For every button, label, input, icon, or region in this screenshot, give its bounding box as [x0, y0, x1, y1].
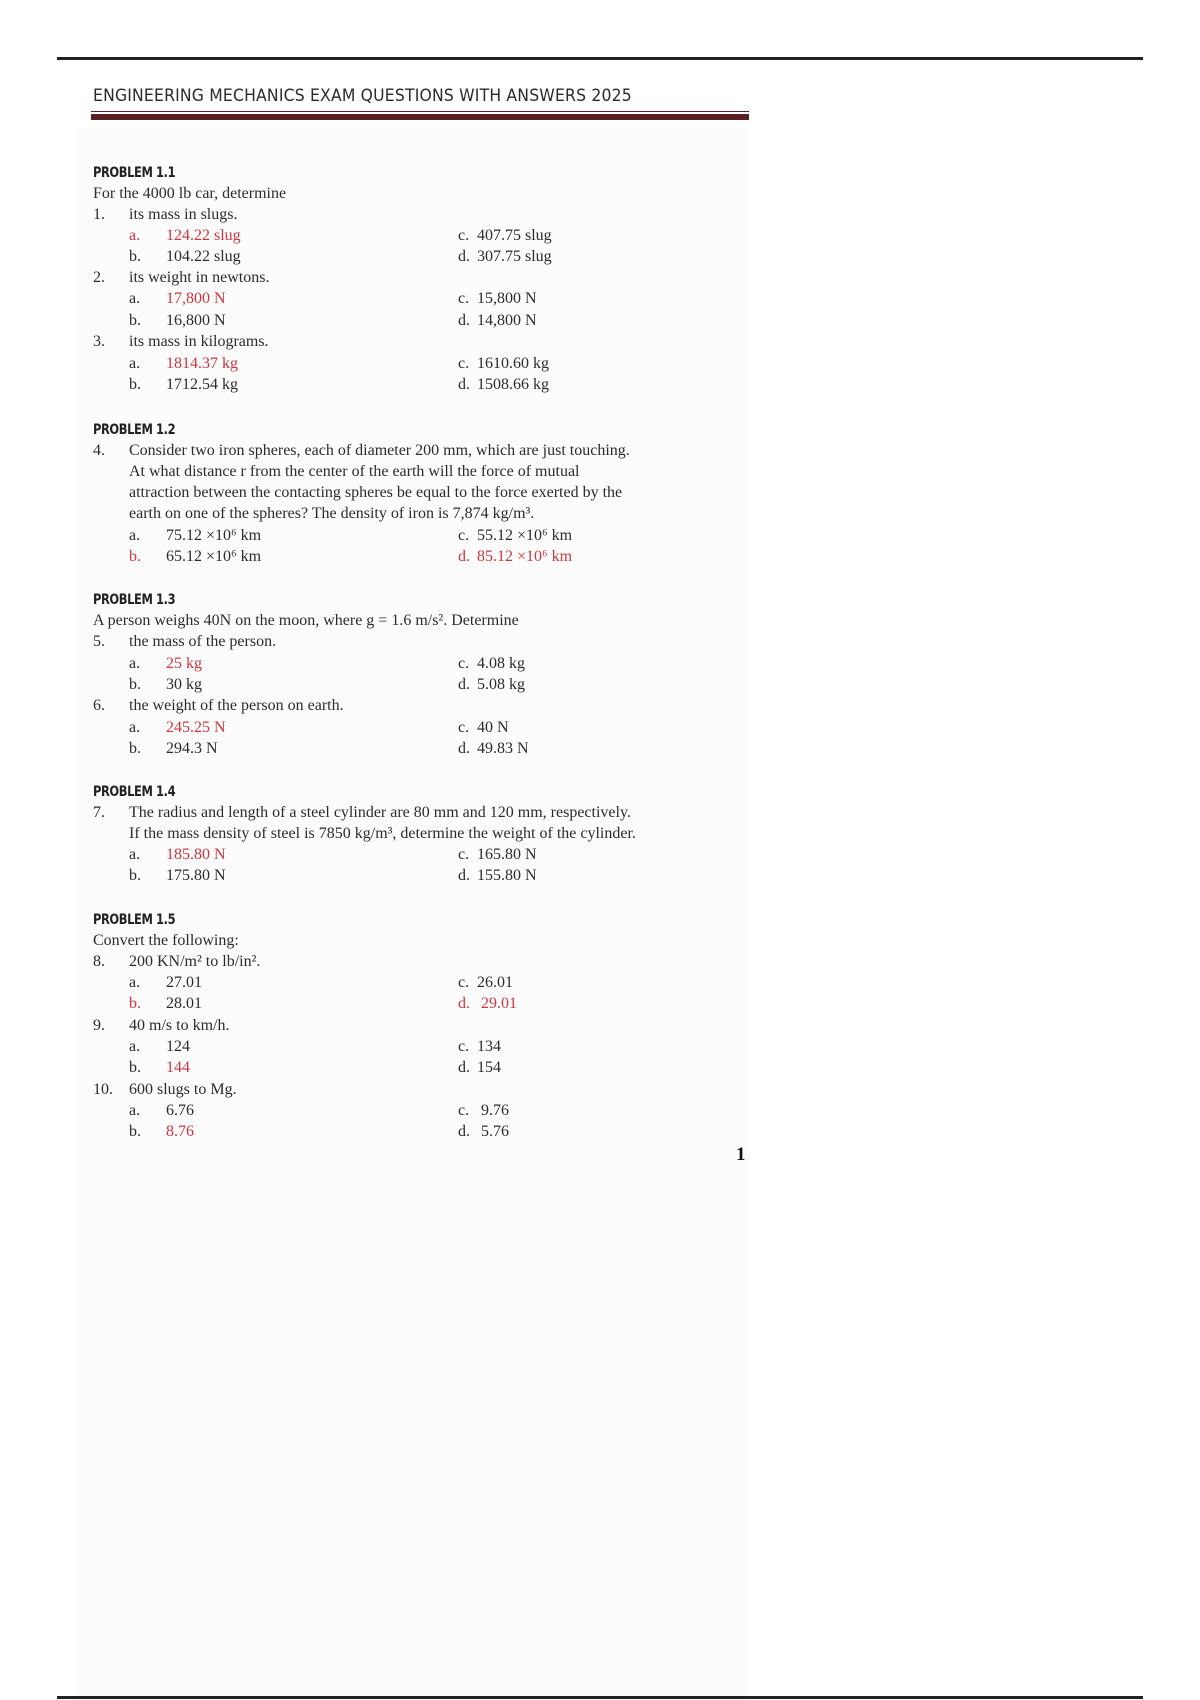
option-d: 307.75 slug: [477, 248, 552, 265]
option-a-label: a.: [129, 655, 141, 672]
option-d: 14,800 N: [477, 312, 537, 329]
problem-title: PROBLEM 1.1: [93, 165, 176, 181]
option-a-label: a.: [129, 1102, 141, 1119]
option-d-label: d.: [458, 376, 470, 393]
option-d-label: d.: [458, 1123, 470, 1140]
option-b-label: b.: [129, 1123, 141, 1140]
option-a-label: a.: [129, 355, 141, 372]
question-number: 4.: [93, 442, 105, 459]
option-d-answer: 85.12 ×10⁶ km: [477, 548, 573, 565]
question-text: 200 KN/m² to lb/in².: [129, 953, 261, 970]
option-c: 165.80 N: [477, 846, 537, 863]
question-number: 3.: [93, 333, 105, 350]
option-b-label: b.: [129, 376, 141, 393]
option-c-label: c.: [458, 227, 470, 244]
option-a-label: a.: [129, 974, 141, 991]
option-b: 1712.54 kg: [166, 376, 238, 393]
option-a: 124: [166, 1038, 190, 1055]
option-a-label: a.: [129, 290, 141, 307]
option-a: 27.01: [166, 974, 202, 991]
question-text: the weight of the person on earth.: [129, 697, 344, 714]
option-a-label: a.: [129, 527, 141, 544]
option-b-label: b.: [129, 548, 141, 565]
option-c: 4.08 kg: [477, 655, 525, 672]
option-a: 75.12 ×10⁶ km: [166, 527, 262, 544]
question-text: The radius and length of a steel cylinder are 80 mm and 120 mm, respectively.: [129, 804, 631, 821]
option-c: 9.76: [481, 1102, 509, 1119]
option-c: 26.01: [477, 974, 513, 991]
question-text: earth on one of the spheres? The density of iron is 7,874 kg/m³.: [129, 505, 535, 522]
option-b: 16,800 N: [166, 312, 226, 329]
question-number: 9.: [93, 1017, 105, 1034]
option-c-label: c.: [458, 655, 470, 672]
option-c: 55.12 ×10⁶ km: [477, 527, 573, 544]
option-c-label: c.: [458, 355, 470, 372]
option-b-label: b.: [129, 248, 141, 265]
option-a-label: a.: [129, 846, 141, 863]
page-number: 1: [736, 1144, 746, 1165]
option-b-label: b.: [129, 312, 141, 329]
option-b-label: b.: [129, 740, 141, 757]
option-d: 1508.66 kg: [477, 376, 549, 393]
option-a-answer: 1814.37 kg: [166, 355, 238, 372]
option-d: 5.08 kg: [477, 676, 525, 693]
problem-title: PROBLEM 1.3: [93, 592, 176, 608]
option-d-label: d.: [458, 867, 470, 884]
option-d-label: d.: [458, 548, 470, 565]
question-number: 5.: [93, 633, 105, 650]
question-number: 8.: [93, 953, 105, 970]
option-c-label: c.: [458, 974, 470, 991]
question-number: 7.: [93, 804, 105, 821]
option-c-label: c.: [458, 290, 470, 307]
question-number: 6.: [93, 697, 105, 714]
option-d: 49.83 N: [477, 740, 529, 757]
question-text: Consider two iron spheres, each of diameter 200 mm, which are just touching.: [129, 442, 630, 459]
option-a-answer: 25 kg: [166, 655, 202, 672]
option-c-label: c.: [458, 1038, 470, 1055]
option-d-label: d.: [458, 676, 470, 693]
question-number: 2.: [93, 269, 105, 286]
option-b: 294.3 N: [166, 740, 218, 757]
option-b-label: b.: [129, 995, 141, 1012]
option-b-answer: 144: [166, 1059, 190, 1076]
question-text: attraction between the contacting spheres be equal to the force exerted by the: [129, 484, 623, 501]
option-b: 28.01: [166, 995, 202, 1012]
problem-title: PROBLEM 1.2: [93, 422, 176, 438]
question-text: 40 m/s to km/h.: [129, 1017, 230, 1034]
option-d-label: d.: [458, 312, 470, 329]
option-c-label: c.: [458, 527, 470, 544]
option-d-label: d.: [458, 995, 470, 1012]
option-d: 155.80 N: [477, 867, 537, 884]
question-text: its mass in slugs.: [129, 206, 238, 223]
header-underline-thin: [91, 111, 749, 112]
document-title: ENGINEERING MECHANICS EXAM QUESTIONS WITH ANSWERS 2025: [93, 86, 632, 106]
option-b: 175.80 N: [166, 867, 226, 884]
problem-title: PROBLEM 1.4: [93, 784, 176, 800]
option-b-label: b.: [129, 867, 141, 884]
question-text: its mass in kilograms.: [129, 333, 269, 350]
bottom-page-rule: [57, 1696, 1143, 1699]
option-c-label: c.: [458, 846, 470, 863]
option-c: 40 N: [477, 719, 509, 736]
option-d: 154: [477, 1059, 501, 1076]
option-a-label: a.: [129, 1038, 141, 1055]
problem-title: PROBLEM 1.5: [93, 912, 176, 928]
option-a-answer: 185.80 N: [166, 846, 226, 863]
option-a-label: a.: [129, 227, 141, 244]
question-number: 10.: [93, 1081, 113, 1098]
option-a-label: a.: [129, 719, 141, 736]
option-c-label: c.: [458, 1102, 470, 1119]
option-a-answer: 245.25 N: [166, 719, 226, 736]
option-b: 30 kg: [166, 676, 202, 693]
option-c: 134: [477, 1038, 501, 1055]
top-page-rule: [57, 57, 1143, 60]
problem-intro: Convert the following:: [93, 932, 239, 949]
problem-intro: For the 4000 lb car, determine: [93, 185, 287, 202]
option-a-answer: 124.22 slug: [166, 227, 241, 244]
question-number: 1.: [93, 206, 105, 223]
option-d-answer: 29.01: [481, 995, 517, 1012]
option-b-label: b.: [129, 1059, 141, 1076]
option-d-label: d.: [458, 1059, 470, 1076]
option-a: 6.76: [166, 1102, 194, 1119]
option-b: 104.22 slug: [166, 248, 241, 265]
question-text: the mass of the person.: [129, 633, 277, 650]
option-d: 5.76: [481, 1123, 509, 1140]
option-c: 15,800 N: [477, 290, 537, 307]
option-c: 1610.60 kg: [477, 355, 549, 372]
question-text: If the mass density of steel is 7850 kg/m³, determine the weight of the cylinder.: [129, 825, 636, 842]
option-b-answer: 8.76: [166, 1123, 194, 1140]
option-d-label: d.: [458, 248, 470, 265]
problem-intro: A person weighs 40N on the moon, where g = 1.6 m/s². Determine: [93, 612, 519, 629]
option-d-label: d.: [458, 740, 470, 757]
option-c: 407.75 slug: [477, 227, 552, 244]
option-b: 65.12 ×10⁶ km: [166, 548, 262, 565]
question-text: its weight in newtons.: [129, 269, 270, 286]
question-text: 600 slugs to Mg.: [129, 1081, 237, 1098]
header-underline-bar: [91, 114, 749, 120]
question-text: At what distance r from the center of the earth will the force of mutual: [129, 463, 580, 480]
option-b-label: b.: [129, 676, 141, 693]
option-a-answer: 17,800 N: [166, 290, 226, 307]
option-c-label: c.: [458, 719, 470, 736]
